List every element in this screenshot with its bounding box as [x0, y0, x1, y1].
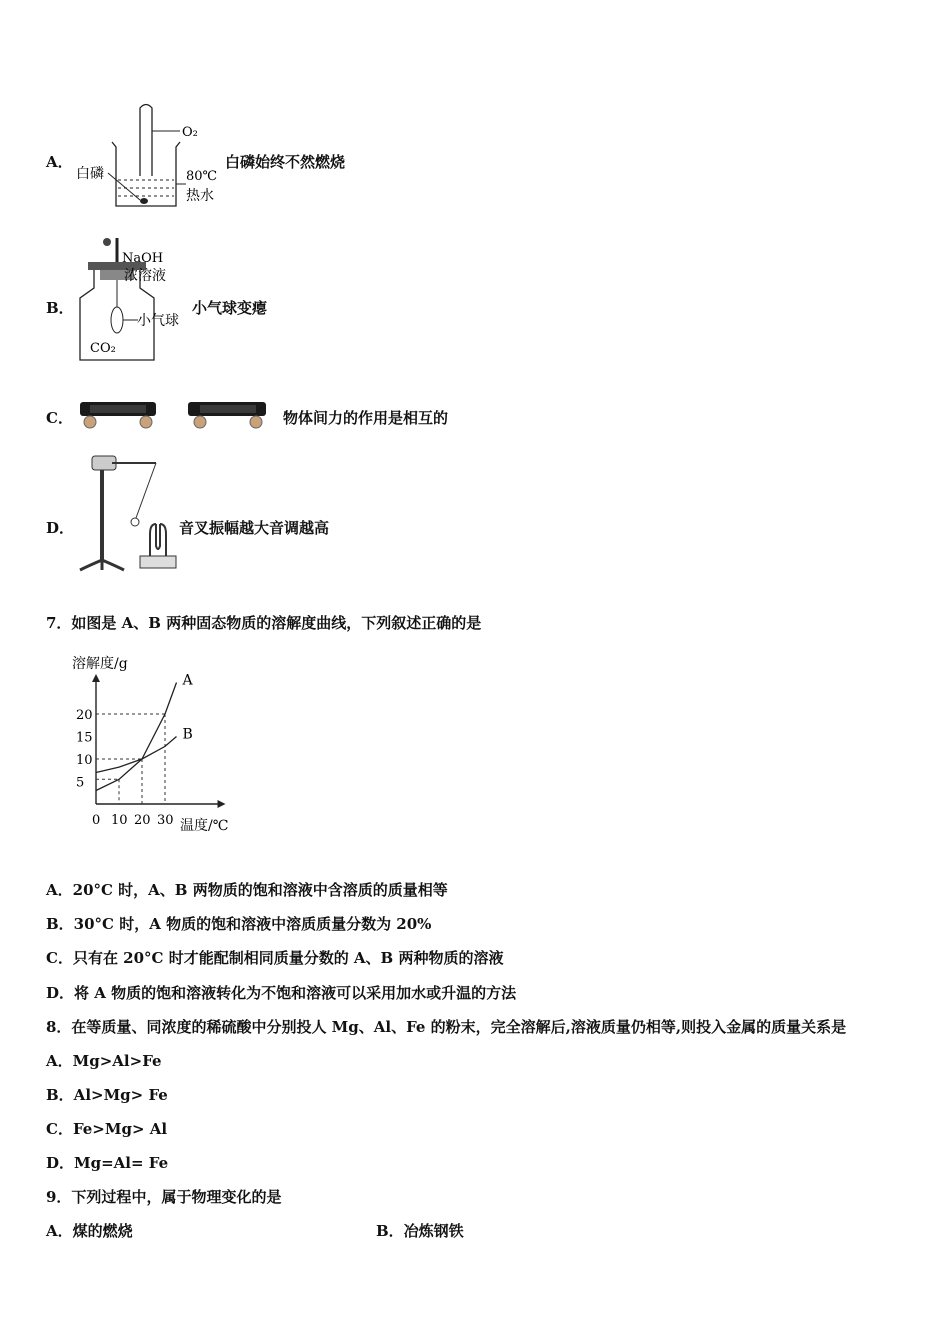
question-7-stem: 7．如图是 A、B 两种固态物质的溶解度曲线，下列叙述正确的是	[46, 614, 482, 632]
y-tick-label: 15	[76, 730, 93, 746]
solubility-curve-chart	[68, 650, 248, 840]
naoh-co2-flask-figure	[74, 232, 194, 364]
co2-label: CO₂	[90, 341, 116, 356]
two-carts-figure	[76, 396, 276, 436]
question-8-stem: 8．在等质量、同浓度的稀硫酸中分别投人 Mg、Al、Fe 的粉末，完全溶解后,溶液质量仍相等,则投入金属的质量关系是	[46, 1018, 847, 1036]
option-a-label: A．	[46, 153, 73, 171]
o2-label: O₂	[182, 125, 198, 140]
question-9-stem: 9．下列过程中，属于物理变化的是	[46, 1188, 282, 1206]
y-axis-label: 溶解度/g	[72, 656, 128, 672]
option-c-text: 物体间力的作用是相互的	[283, 409, 449, 427]
white-phosphorus-beaker-figure	[74, 100, 224, 212]
naoh-label: NaOH	[122, 251, 164, 266]
q7-option-b: B．30°C 时，A 物质的饱和溶液中溶质质量分数为 20%	[46, 915, 432, 933]
x-tick-label: 0	[92, 813, 101, 828]
option-a-text: 白磷始终不然燃烧	[225, 153, 346, 171]
option-d-text: 音叉振幅越大音调越高	[179, 519, 330, 537]
series-label-A: A	[182, 672, 193, 689]
x-tick-label: 10	[111, 813, 128, 828]
x-axis-label: 温度/℃	[180, 818, 229, 834]
x-axis-arrow	[218, 800, 226, 808]
concentrated-solution-label: 浓溶液	[124, 268, 166, 284]
series-label-B: B	[182, 726, 193, 743]
x-tick-label: 30	[157, 813, 174, 828]
y-axis-arrow	[92, 674, 100, 682]
y-tick-label: 10	[76, 753, 93, 768]
q9-option-b: B．冶炼钢铁	[376, 1222, 464, 1240]
white-phosphorus-label: 白磷	[76, 166, 104, 182]
q7-option-d: D．将 A 物质的饱和溶液转化为不饱和溶液可以采用加水或升温的方法	[46, 984, 517, 1002]
option-d-label: D．	[46, 519, 75, 537]
hot-water-label: 热水	[186, 188, 214, 204]
option-c-label: C．	[46, 409, 73, 427]
q8-option-d: D．Mg=Al= Fe	[46, 1154, 169, 1172]
tuning-fork-pendulum-figure	[76, 452, 186, 576]
q9-option-a: A．煤的燃烧	[46, 1222, 133, 1240]
q8-option-a: A．Mg>Al>Fe	[46, 1052, 162, 1070]
option-b-label: B．	[46, 299, 74, 317]
q8-option-b: B．Al>Mg> Fe	[46, 1086, 168, 1104]
q7-option-c: C．只有在 20°C 时才能配制相同质量分数的 A、B 两种物质的溶液	[46, 949, 504, 967]
series-curve-B	[96, 737, 177, 773]
temperature-label: 80℃	[186, 169, 218, 184]
q8-option-c: C．Fe>Mg> Al	[46, 1120, 168, 1138]
y-tick-label: 5	[76, 775, 85, 791]
option-b-text: 小气球变瘪	[192, 299, 268, 317]
q7-option-a: A．20°C 时，A、B 两物质的饱和溶液中含溶质的质量相等	[46, 881, 448, 899]
y-tick-label: 20	[76, 708, 93, 723]
balloon-label: 小气球	[137, 313, 179, 329]
x-tick-label: 20	[134, 813, 151, 828]
series-curve-A	[96, 683, 177, 791]
